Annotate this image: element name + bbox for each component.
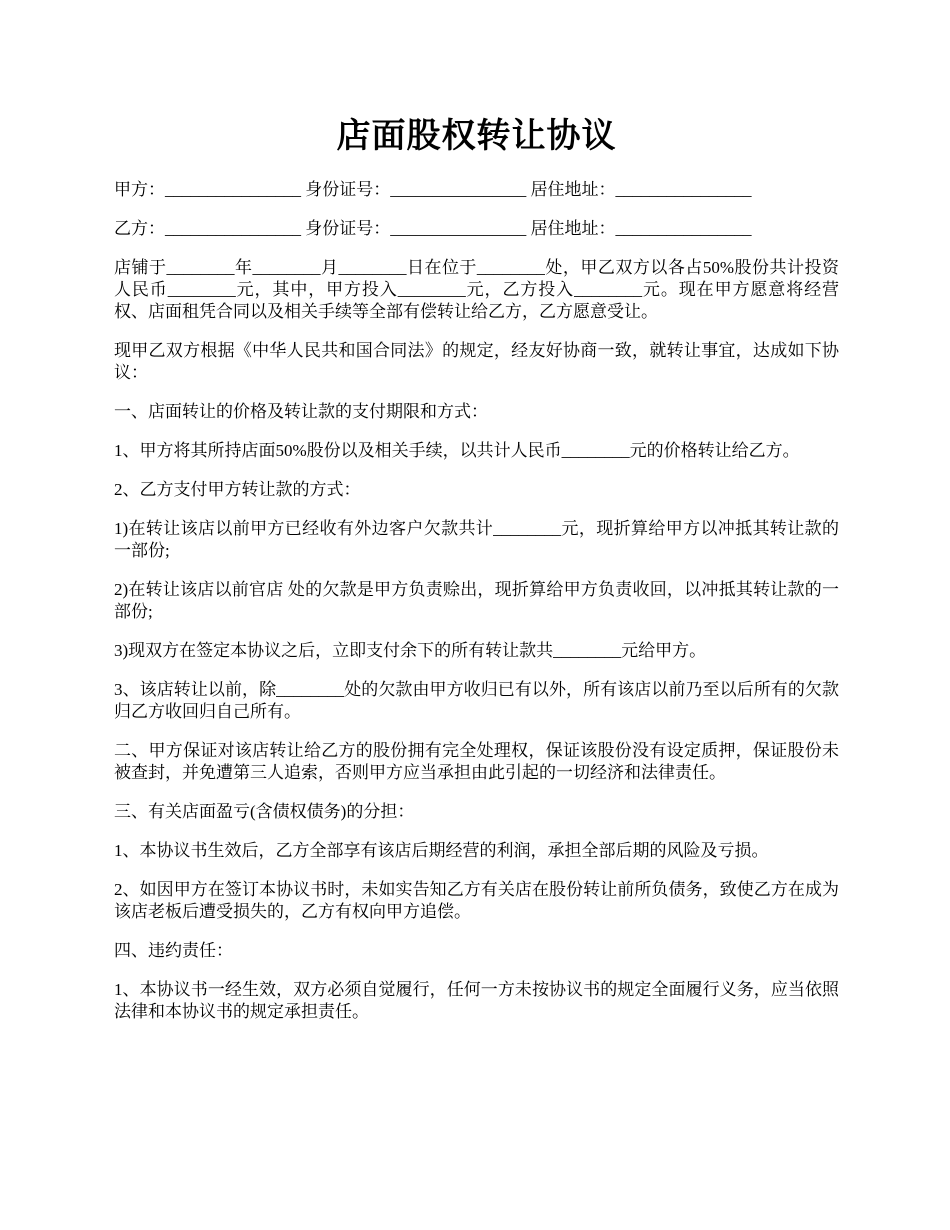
clause-1-2: 2、乙方支付甲方转让款的方式： — [114, 480, 361, 499]
preamble-paragraph: 现甲乙双方根据《中华人民共和国合同法》的规定，经友好协商一致，就转让事宜，达成如下协议： — [114, 341, 839, 382]
clause-3-2: 2、如因甲方在签订本协议书时，未如实告知乙方有关店在股份转让前所负债务，致使乙方在成为该店老板后遭受损失的，乙方有权向甲方追偿。 — [114, 880, 839, 921]
clause-1-1: 1、甲方将其所持店面50%股份以及相关手续，以共计人民币________元的价格转让给乙方。 — [114, 441, 800, 460]
section-1-heading: 一、店面转让的价格及转让款的支付期限和方式： — [114, 402, 488, 421]
clause-1-2-item-1: 1)在转让该店以前甲方已经收有外边客户欠款共计________元，现折算给甲方以冲抵其转让款的一部份; — [114, 519, 839, 560]
document-title: 店面股权转让协议 — [336, 118, 617, 155]
clause-1-3: 3、该店转让以前，除________处的欠款由甲方收归已有以外，所有该店以前乃至以后所有的欠款归乙方收回归自己所有。 — [114, 680, 839, 721]
clause-1-2-item-2: 2)在转让该店以前官店 处的欠款是甲方负责赊出，现折算给甲方负责收回，以冲抵其转让款的一部份; — [114, 580, 839, 621]
section-2-paragraph: 二、甲方保证对该店转让给乙方的股份拥有完全处理权，保证该股份没有设定质押，保证股份未被查封，并免遭第三人追索，否则甲方应当承担由此引起的一切经济和法律责任。 — [114, 741, 839, 782]
party-a-info-line: 甲方：________________ 身份证号：________________ 居住地址：________________ — [114, 180, 752, 199]
clause-4-1: 1、本协议书一经生效，双方必须自觉履行，任何一方未按协议书的规定全面履行义务，应当依照法律和本协议书的规定承担责任。 — [114, 980, 839, 1021]
clause-3-1: 1、本协议书生效后，乙方全部享有该店后期经营的利润，承担全部后期的风险及亏损。 — [114, 841, 769, 860]
section-4-heading: 四、违约责任： — [114, 941, 233, 960]
party-b-info-line: 乙方：________________ 身份证号：________________ 居住地址：________________ — [114, 219, 752, 238]
section-3-heading: 三、有关店面盈亏(含债权债务)的分担： — [114, 802, 415, 821]
background-paragraph: 店铺于________年________月________日在位于________处，甲乙双方以各占50%股份共计投资人民币________元，其中，甲方投入________元，乙方投入________元。现在甲方愿意将经营权、店面租凭合同以及相关手续等全部有偿转让给乙方，乙方愿意受让。 — [114, 258, 839, 321]
document-body — [114, 179, 839, 1023]
clause-1-2-item-3: 3)现双方在签定本协议之后，立即支付余下的所有转让款共________元给甲方。 — [114, 641, 707, 660]
